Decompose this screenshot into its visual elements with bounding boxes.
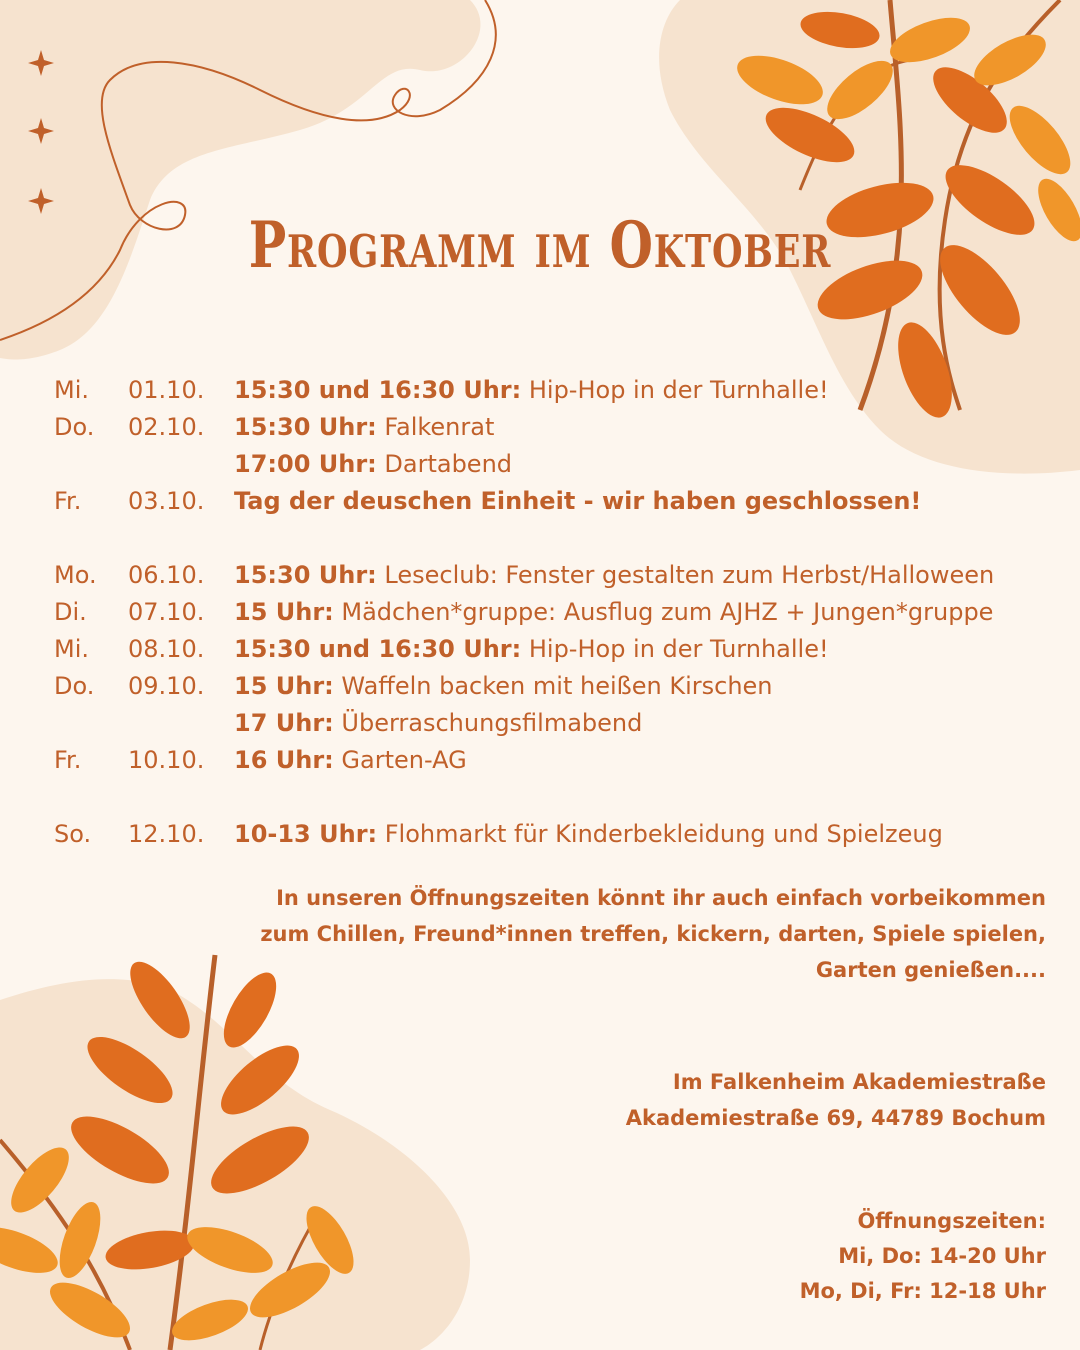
event-time: 17:00 Uhr: [234,450,377,478]
event [234,557,1054,594]
schedule-row [54,631,1054,668]
day-label: Fr. [54,746,82,774]
schedule-row [54,372,1054,409]
venue-street: Akademiestraße 69, 44789 Bochum [625,1106,1046,1130]
schedule-row [54,446,1054,483]
schedule-row [54,705,1054,742]
event-text: Garten-AG [333,746,467,774]
date-label: 08.10. [128,635,205,663]
date-label: 07.10. [128,598,205,626]
event-time: 15 Uhr: [234,598,334,626]
day-label [54,446,128,483]
event-text: Falkenrat [376,413,495,441]
event [234,668,1054,705]
event-text: Flohmarkt für Kinderbekleidung und Spielzeug [377,820,943,848]
date-label: 10.10. [128,746,205,774]
venue-name: Im Falkenheim Akademiestraße [672,1070,1046,1094]
hours-line: Mi, Do: 14-20 Uhr [838,1244,1046,1268]
schedule-row [54,483,1054,520]
schedule-row [54,816,1054,853]
drop-in-note [146,880,1046,988]
event-time: 16 Uhr: [234,746,334,774]
schedule-row [54,594,1054,631]
event [234,409,1054,446]
hours-line: Mo, Di, Fr: 12-18 Uhr [799,1279,1046,1303]
note-line: In unseren Öffnungszeiten könnt ihr auch einfach vorbeikommen [276,886,1046,910]
address-block [346,1064,1046,1136]
event-time: 15 Uhr: [234,672,334,700]
date-label: 01.10. [128,376,205,404]
date-label: 12.10. [128,820,205,848]
event [234,483,1054,520]
date-label: 03.10. [128,487,205,515]
event [234,372,1054,409]
event [234,742,1054,779]
schedule-row [54,557,1054,594]
event-time: 15:30 und 16:30 Uhr: [234,376,522,404]
event-time: 15:30 und 16:30 Uhr: [234,635,522,663]
event-text: Hip-Hop in der Turnhalle! [521,376,829,404]
event [234,631,1054,668]
day-label [54,705,128,742]
date-label [128,705,234,742]
date-label: 09.10. [128,672,205,700]
schedule-row [54,668,1054,705]
day-label: Mi. [54,635,90,663]
event [234,705,1054,742]
page-title: Programm im Oktober [248,208,832,283]
day-label: Di. [54,598,87,626]
event-text: Hip-Hop in der Turnhalle! [521,635,829,663]
day-label: Mo. [54,561,97,589]
note-line: zum Chillen, Freund*innen treffen, kickern, darten, Spiele spielen, [260,922,1046,946]
schedule-list [54,372,1054,853]
day-label: Do. [54,413,95,441]
event [234,594,1054,631]
day-label: Fr. [54,487,82,515]
event-time: 15:30 Uhr: [234,561,377,589]
event [234,816,1054,853]
event-text: Leseclub: Fenster gestalten zum Herbst/Halloween [376,561,995,589]
day-label: Mi. [54,376,90,404]
date-label [128,446,234,483]
day-label: So. [54,820,92,848]
event-text: Dartabend [376,450,513,478]
schedule-row [54,742,1054,779]
date-label: 02.10. [128,413,205,441]
event-time: 17 Uhr: [234,709,334,737]
opening-hours [446,1204,1046,1309]
day-label: Do. [54,672,95,700]
schedule-row [54,409,1054,446]
event-text: Überraschungsfilmabend [333,709,643,737]
event-text: Waffeln backen mit heißen Kirschen [333,672,773,700]
event [234,446,1054,483]
event-time: Tag der deuschen Einheit - wir haben geschlossen! [234,487,922,515]
event-time: 15:30 Uhr: [234,413,377,441]
date-label: 06.10. [128,561,205,589]
event-text: Mädchen*gruppe: Ausflug zum AJHZ + Jungen*gruppe [333,598,994,626]
note-line: Garten genießen.... [815,958,1046,982]
hours-heading: Öffnungszeiten: [857,1209,1046,1233]
event-time: 10-13 Uhr: [234,820,378,848]
